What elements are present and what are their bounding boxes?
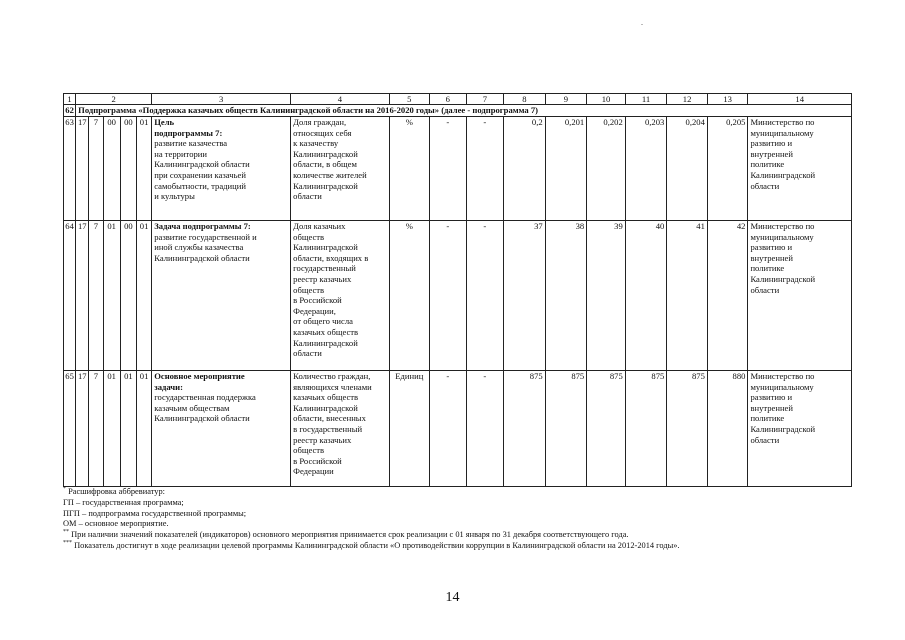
cell-line: при сохранении казачьей (154, 169, 246, 180)
header-cell: 5 (389, 94, 430, 105)
code-cell: 00 (120, 221, 136, 371)
responsible-cell (748, 117, 852, 221)
cell-line: области (750, 284, 780, 295)
value-cell: 875 (667, 371, 708, 487)
unit-cell: % (389, 117, 430, 221)
indicator-cell (291, 371, 389, 487)
cell-line: Министерство по (750, 371, 815, 381)
value-cell: 0,201 (545, 117, 587, 221)
row-number: 62 (65, 105, 74, 115)
cell-line: Министерство по (750, 221, 815, 231)
cell-line: муниципальному (750, 381, 814, 392)
responsible-cell (748, 221, 852, 371)
code-cell: 01 (136, 221, 151, 371)
header-cell: 12 (667, 94, 708, 105)
code-cell: 01 (120, 371, 136, 487)
code-cell: 01 (136, 371, 151, 487)
value-cell: 875 (587, 371, 626, 487)
value-cell: 0,2 (504, 117, 546, 221)
value-cell: 41 (667, 221, 708, 371)
header-cell: 9 (545, 94, 587, 105)
cell-line: области (750, 180, 780, 191)
code-cell: 17 (76, 371, 89, 487)
table-row (64, 117, 852, 221)
cell-line: Калининградской (293, 180, 358, 191)
value-cell: - (430, 117, 467, 221)
value-cell: 39 (587, 221, 626, 371)
value-cell: - (466, 371, 504, 487)
responsible-cell (748, 371, 852, 487)
code-cell: 17 (76, 117, 89, 221)
cell-line: Калининградской (293, 242, 358, 253)
cell-line: в Российской (293, 455, 342, 466)
cell-line: и культуры (154, 191, 195, 202)
code-cell: 7 (89, 221, 103, 371)
table-header-row (64, 94, 852, 105)
footnote: *** Показатель достигнут в ходе реализации целевой программы Калининградской области «О противодействии коррупции в Калининградской области на 2012-2014 годы». (63, 540, 680, 550)
header-cell: 8 (504, 94, 546, 105)
cell-line: государственная поддержка (154, 392, 256, 403)
cell-line: Калининградской (750, 169, 816, 180)
cell-line: муниципальному (750, 231, 814, 242)
unit-cell: % (389, 221, 430, 371)
code-cell: 01 (136, 117, 151, 221)
value-cell: 0,204 (667, 117, 708, 221)
subprogram-row (64, 105, 852, 117)
value-cell: 42 (707, 221, 748, 371)
cell-line: в Российской (293, 295, 342, 306)
footnote: ОМ – основное мероприятие. (63, 519, 169, 529)
code-cell: 00 (120, 117, 136, 221)
cell-line: области, входящих в (293, 252, 369, 263)
header-cell: 10 (587, 94, 626, 105)
code-cell: 01 (103, 221, 120, 371)
cell-line: муниципальному (750, 127, 814, 138)
cell-line: к казачеству (293, 138, 339, 149)
cell-line: реестр казачьих (293, 273, 352, 284)
cell-line: развитию и (750, 242, 793, 253)
cell-line: Количество граждан, (293, 371, 371, 381)
cell-line: Задача подпрограммы 7: (154, 221, 251, 231)
indicator-cell (291, 221, 389, 371)
header-cell: 2 (76, 94, 152, 105)
unit-cell: Единиц (389, 371, 430, 487)
cell-line: задачи: (154, 381, 183, 392)
cell-line: от общего числа (293, 316, 353, 327)
cell-line: Доля граждан, (293, 117, 347, 127)
cell-line: политике (750, 159, 785, 170)
value-cell: 37 (504, 221, 546, 371)
table-row (64, 371, 852, 487)
table-row (64, 221, 852, 371)
value-cell: - (466, 117, 504, 221)
value-cell: - (430, 371, 467, 487)
cell-line: казачьих обществ (293, 326, 359, 337)
cell-line: являющихся членами (293, 381, 372, 392)
header-cell: 3 (152, 94, 291, 105)
footnote: * Расшифровка аббревиатур: (63, 486, 165, 496)
cell-line: Калининградской (293, 148, 358, 159)
code-cell: 01 (103, 371, 120, 487)
value-cell: 38 (545, 221, 587, 371)
cell-line: казачьих обществ (293, 392, 359, 403)
value-cell: 0,205 (707, 117, 748, 221)
value-cell: - (466, 221, 504, 371)
cell-line: относящих себя (293, 127, 352, 138)
cell-line: Министерство по (750, 117, 815, 127)
cell-line: государственный (293, 263, 356, 274)
cell-line: Доля казачьих (293, 221, 346, 231)
header-cell: 14 (748, 94, 852, 105)
header-cell: 6 (430, 94, 467, 105)
cell-line: казачьим обществам (154, 402, 230, 413)
cell-line: развитию и (750, 392, 793, 403)
cell-line: Основное мероприятие (154, 371, 245, 381)
value-cell: 0,203 (625, 117, 667, 221)
cell-line: Калининградской (750, 423, 816, 434)
cell-line: Калининградской (750, 273, 816, 284)
cell-line: политике (750, 413, 785, 424)
page-number: 14 (445, 590, 460, 605)
cell-line: области (293, 348, 322, 359)
footnotes (63, 487, 823, 552)
cell-line: Калининградской (293, 402, 358, 413)
value-cell: 875 (545, 371, 587, 487)
row-number: 63 (64, 117, 76, 221)
cell-line: обществ (293, 231, 325, 242)
goal-cell (152, 371, 291, 487)
value-cell: 0,202 (587, 117, 626, 221)
cell-line: на территории (154, 148, 207, 159)
cell-line: Калининградской области (154, 413, 250, 424)
cell-line: области, в общем (293, 159, 357, 170)
value-cell: 875 (504, 371, 546, 487)
cell-line: области (750, 434, 780, 445)
scan-speck (641, 24, 643, 25)
indicator-cell (291, 117, 389, 221)
cell-line: Калининградской (293, 337, 358, 348)
cell-line: Федерации (293, 466, 334, 477)
value-cell: - (430, 221, 467, 371)
footnote: ** При наличии значений показателей (индикаторов) основного мероприятия принимается срок реализации с 01 января по 31 декабря соответствующего года. (63, 529, 629, 540)
header-cell: 1 (64, 94, 76, 105)
cell-line: Калининградской области (154, 159, 250, 170)
cell-line: Цель (154, 117, 175, 127)
cell-line: обществ (293, 284, 325, 295)
goal-cell (152, 221, 291, 371)
cell-line: развитие казачества (154, 138, 228, 149)
cell-line: области (293, 191, 322, 202)
code-cell: 7 (89, 117, 103, 221)
cell-line: реестр казачьих (293, 434, 352, 445)
cell-line: в государственный (293, 423, 363, 434)
code-cell: 00 (103, 117, 120, 221)
footnote: ПГП – подпрограмма государственной программы; (63, 508, 247, 518)
header-cell: 4 (291, 94, 389, 105)
cell-line: внутренней (750, 148, 793, 159)
row-number: 64 (64, 221, 76, 371)
header-cell: 11 (625, 94, 667, 105)
footnote: ГП – государственная программа; (63, 497, 184, 507)
cell-line: области, внесенных (293, 413, 366, 424)
cell-line: Калининградской области (154, 252, 250, 263)
indicators-table (63, 93, 852, 487)
row-number: 65 (64, 371, 76, 487)
value-cell: 40 (625, 221, 667, 371)
value-cell: 880 (707, 371, 748, 487)
subprogram-title: Подпрограмма «Поддержка казачьих обществ Калининградской области на 2016-2020 годы» (далее - подпрограмма 7) (76, 105, 852, 117)
cell-line: внутренней (750, 252, 793, 263)
cell-line: самобытности, традиций (154, 180, 246, 191)
cell-line: политике (750, 263, 785, 274)
value-cell: 875 (625, 371, 667, 487)
cell-line: развитие государственной и (154, 231, 257, 242)
cell-line: иной службы казачества (154, 242, 244, 253)
cell-line: развитию и (750, 138, 793, 149)
code-cell: 17 (76, 221, 89, 371)
cell-line: обществ (293, 445, 325, 456)
cell-line: подпрограммы 7: (154, 127, 223, 138)
goal-cell (152, 117, 291, 221)
header-cell: 7 (466, 94, 504, 105)
cell-line: внутренней (750, 402, 793, 413)
code-cell: 7 (89, 371, 103, 487)
header-cell: 13 (707, 94, 748, 105)
cell-line: количестве жителей (293, 169, 367, 180)
cell-line: Федерации, (293, 305, 336, 316)
